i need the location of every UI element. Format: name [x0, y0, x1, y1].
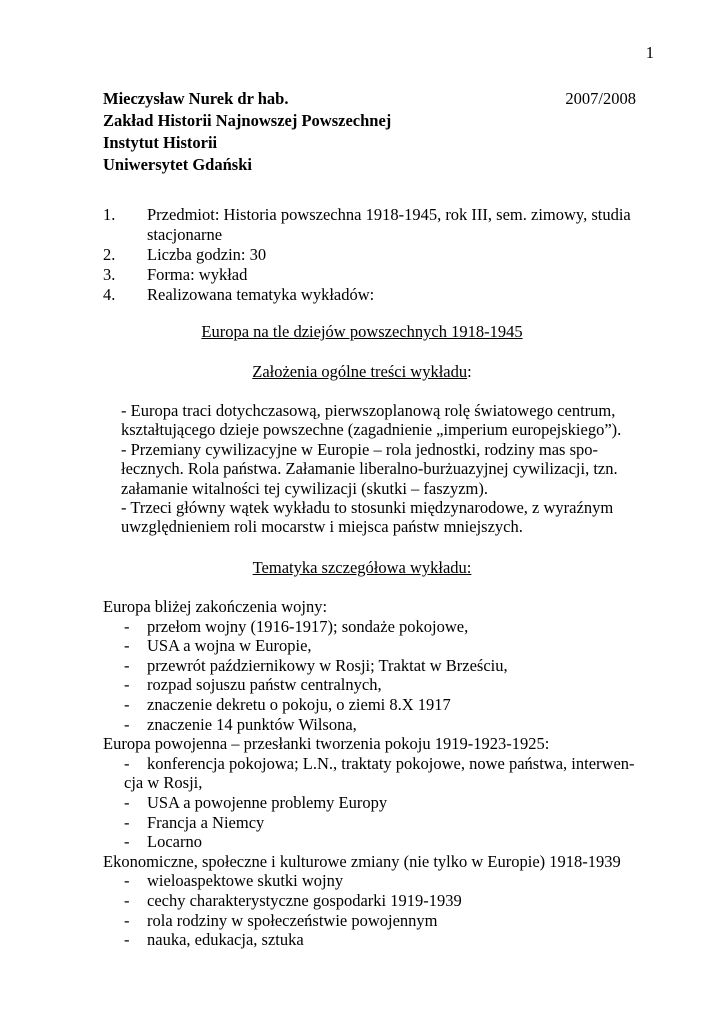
list-item-text: USA a wojna w Europie,	[147, 636, 312, 656]
list-number: 4.	[103, 285, 116, 304]
numbered-list	[103, 205, 663, 305]
list-item-text: Forma: wykład	[147, 265, 248, 284]
bullet-dash: -	[124, 812, 130, 832]
list-item-text: Francja a Niemcy	[147, 812, 265, 832]
list-item	[103, 636, 663, 656]
list-item-text: rola rodziny w społeczeństwie powojennym	[147, 910, 438, 930]
list-item-text: znaczenie dekretu o pokoju, o ziemi 8.X 1917	[147, 694, 451, 714]
bullet-dash: -	[124, 832, 130, 852]
list-item	[103, 754, 663, 774]
course-title	[0, 322, 724, 342]
list-number: 3.	[103, 265, 116, 284]
bullet-dash: -	[124, 714, 130, 734]
list-item-text: Liczba godzin: 30	[147, 245, 267, 264]
list-item	[103, 911, 663, 931]
assumptions-heading-text: Założenia ogólne treści wykładu	[252, 362, 468, 381]
bullet-dash: -	[124, 890, 130, 910]
list-item-text: rozpad sojuszu państw centralnych,	[147, 675, 382, 695]
list-number: 1.	[103, 205, 116, 224]
list-item-text: znaczenie 14 punktów Wilsona,	[147, 714, 357, 734]
list-item	[103, 245, 663, 265]
list-item-text: Przedmiot: Historia powszechna 1918-1945, rok III, sem. zimowy, studia	[147, 205, 631, 224]
list-item	[103, 930, 663, 950]
paragraph-line: uwzględnieniem roli mocarstw i miejsca państw mniejszych.	[121, 517, 523, 537]
assumptions-paragraph	[121, 401, 661, 537]
paragraph-line: - Przemiany cywilizacyjne w Europie – rola jednostki, rodziny mas spo-	[121, 439, 598, 459]
list-item-text: Realizowana tematyka wykładów:	[147, 285, 375, 304]
bullet-dash: -	[124, 636, 130, 656]
bullet-dash: -	[124, 694, 130, 714]
bullet-dash: -	[124, 930, 130, 950]
list-item	[103, 675, 663, 695]
bullet-dash: -	[124, 910, 130, 930]
document-header	[103, 89, 643, 177]
page-number: 1	[645, 43, 654, 62]
list-item	[103, 285, 663, 305]
academic-year: 2007/2008	[565, 89, 636, 108]
bullet-dash: -	[124, 655, 130, 675]
list-item	[103, 617, 663, 637]
assumptions-heading-colon: :	[467, 362, 472, 381]
list-item-text: przewrót październikowy w Rosji; Traktat w Brześciu,	[147, 655, 508, 675]
department-name: Zakład Historii Najnowszej Powszechnej	[103, 111, 392, 130]
list-item	[103, 891, 663, 911]
list-item-text: cechy charakterystyczne gospodarki 1919-1939	[147, 890, 462, 910]
bullet-dash: -	[124, 616, 130, 636]
paragraph-line: łecznych. Rola państwa. Załamanie liberalno-burżuazyjnej cywilizacji, tzn.	[121, 459, 618, 479]
detailed-topics-heading	[0, 558, 724, 578]
list-item-continuation: cja w Rosji,	[124, 773, 203, 793]
list-item-text: przełom wojny (1916-1917); sondaże pokojowe,	[147, 616, 469, 636]
list-item	[103, 205, 663, 245]
paragraph-line: - Europa traci dotychczasową, pierwszoplanową rolę światowego centrum,	[121, 401, 616, 420]
paragraph-line: kształtującego dzieje powszechne (zagadnienie „imperium europejskiego”).	[121, 420, 622, 440]
author-name: Mieczysław Nurek dr hab.	[103, 89, 289, 108]
university-name: Uniwersytet Gdański	[103, 155, 252, 174]
paragraph-line: - Trzeci główny wątek wykładu to stosunki międzynarodowe, z wyraźnym	[121, 498, 614, 518]
list-item-text: stacjonarne	[147, 225, 223, 244]
assumptions-heading	[0, 362, 724, 382]
section-heading: Europa powojenna – przesłanki tworzenia pokoju 1919-1923-1925:	[103, 734, 550, 754]
list-item	[103, 793, 663, 813]
section-heading: Ekonomiczne, społeczne i kulturowe zmiany (nie tylko w Europie) 1918-1939	[103, 851, 621, 871]
list-item	[103, 871, 663, 891]
institute-name: Instytut Historii	[103, 133, 218, 152]
bullet-dash: -	[124, 871, 130, 891]
list-item-text: nauka, edukacja, sztuka	[147, 930, 304, 950]
detailed-topics-heading-text: Tematyka szczegółowa wykładu:	[252, 558, 472, 577]
paragraph-line: załamanie witalności tej cywilizacji (skutki – faszyzm).	[121, 478, 488, 498]
bullet-dash: -	[124, 675, 130, 695]
list-item-text: USA a powojenne problemy Europy	[147, 792, 388, 812]
list-item	[103, 715, 663, 735]
course-title-text: Europa na tle dziejów powszechnych 1918-1945	[201, 322, 523, 341]
bullet-dash: -	[124, 753, 130, 773]
list-item-text: Locarno	[147, 832, 202, 852]
detailed-topics	[103, 597, 663, 950]
list-item	[103, 813, 663, 833]
bullet-dash: -	[124, 792, 130, 812]
list-item	[103, 656, 663, 676]
list-item-text: konferencja pokojowa; L.N., traktaty pokojowe, nowe państwa, interwen-	[147, 753, 635, 773]
list-number: 2.	[103, 245, 116, 264]
list-item	[103, 695, 663, 715]
list-item	[103, 265, 663, 285]
list-item	[103, 832, 663, 852]
section-heading: Europa bliżej zakończenia wojny:	[103, 597, 328, 616]
list-item-text: wieloaspektowe skutki wojny	[147, 871, 344, 891]
